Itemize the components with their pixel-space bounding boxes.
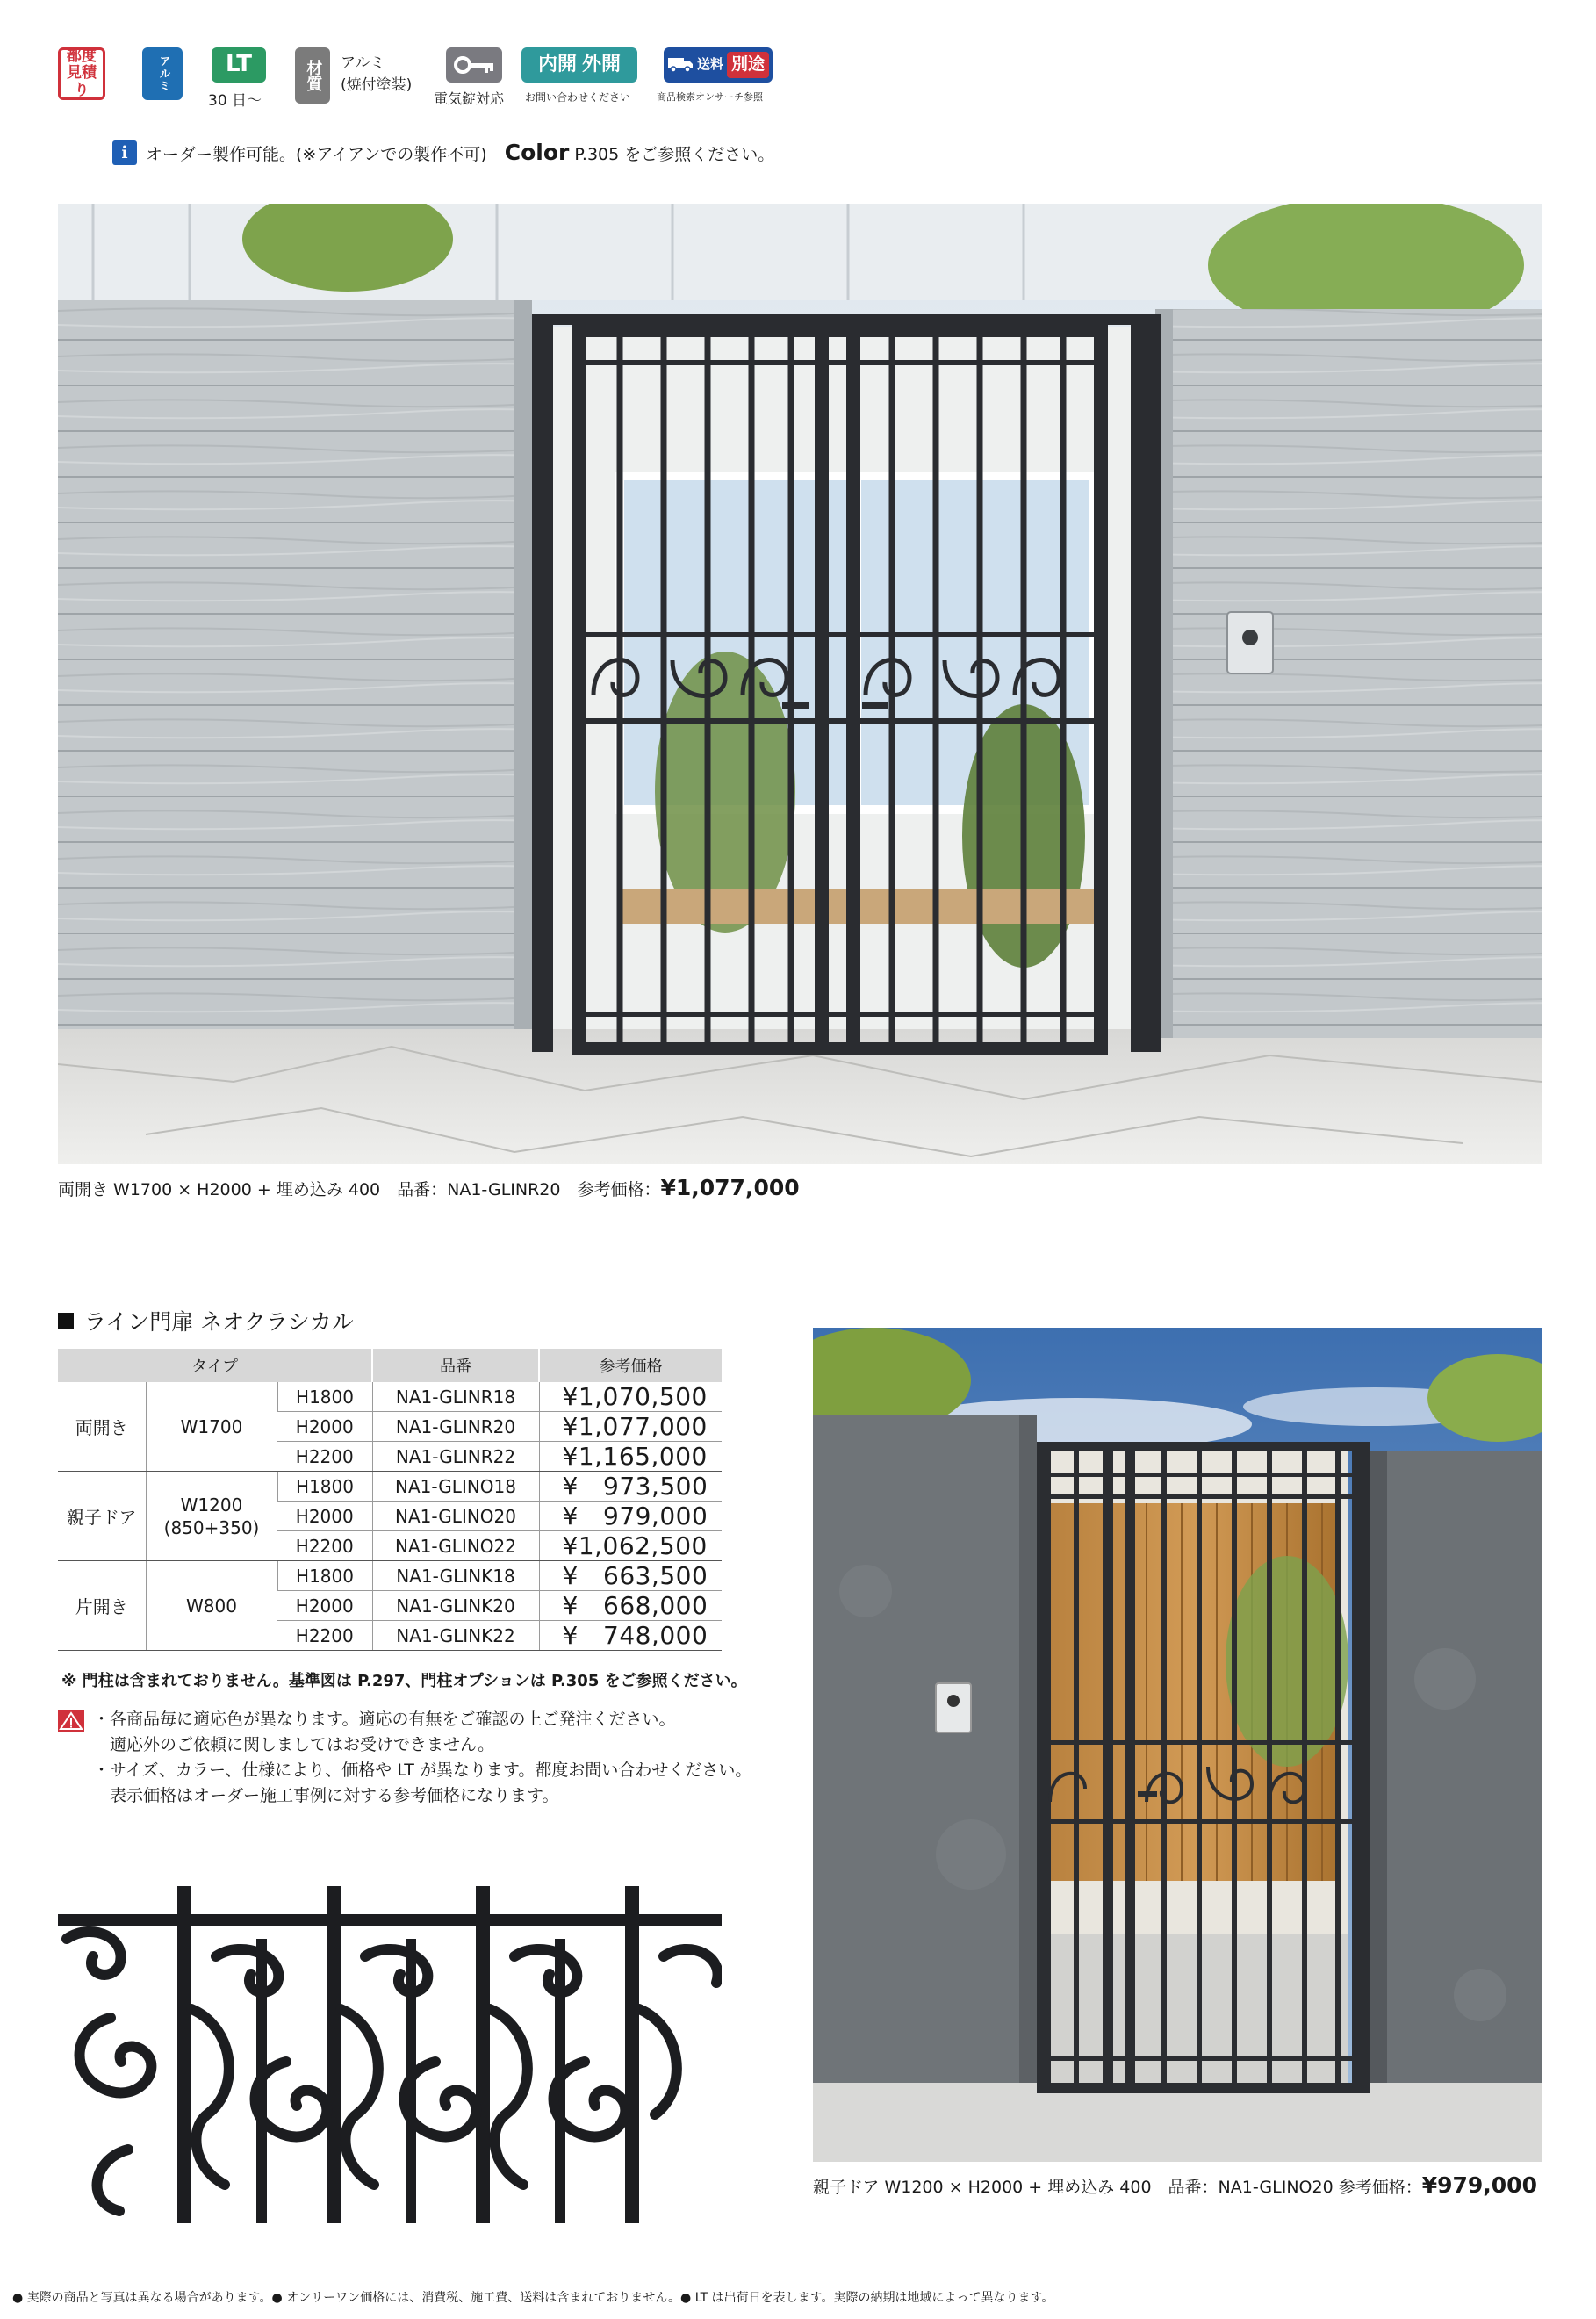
width-cell bbox=[146, 1382, 277, 1472]
color-word: Color bbox=[504, 140, 570, 165]
width-sub-value: (850+350) bbox=[163, 1516, 260, 1538]
double-gate-photo bbox=[58, 204, 1542, 1164]
code-cell: NA1-GLINR20 bbox=[372, 1412, 539, 1442]
code-cell: NA1-GLINO22 bbox=[372, 1531, 539, 1561]
price-cell: ¥1,070,500 bbox=[539, 1382, 722, 1412]
code-cell: NA1-GLINO20 bbox=[372, 1502, 539, 1531]
ornament-closeup-photo bbox=[58, 1886, 722, 2223]
height-cell: H2200 bbox=[277, 1442, 372, 1472]
quote-badge-label: 都度 見積り bbox=[67, 47, 97, 99]
width-value: W1200 bbox=[180, 1494, 243, 1516]
warning-list bbox=[93, 1707, 751, 1809]
color-reference: P.305 をご参照ください。 bbox=[574, 145, 775, 164]
warning-item: 適応外のご依頼に関しましてはお受けできません。 bbox=[93, 1735, 495, 1754]
shipping-separate-label: 別途 bbox=[727, 52, 769, 78]
code-cell: NA1-GLINK18 bbox=[372, 1561, 539, 1591]
warning-item: ・サイズ、カラー、仕様により、価格や LT が異なります。都度お問い合わせください。 bbox=[93, 1761, 752, 1780]
parent-child-gate-photo bbox=[813, 1328, 1542, 2162]
height-cell: H1800 bbox=[277, 1382, 372, 1412]
shipping-note: 商品検索オンサーチ参照 bbox=[657, 91, 763, 103]
material-line1: アルミ bbox=[341, 54, 385, 72]
warning-item: ・各商品毎に適応色が異なります。適応の有無をご確認の上ご発注ください。 bbox=[93, 1710, 676, 1729]
aluminum-badge bbox=[142, 47, 183, 100]
section-title-text: ライン門扉 ネオクラシカル bbox=[84, 1309, 354, 1335]
key-svg bbox=[451, 54, 497, 76]
aluminum-badge-label: アルミ bbox=[156, 55, 170, 92]
shipping-label: 送料 bbox=[696, 56, 723, 73]
info-icon: i bbox=[112, 140, 137, 165]
table-row bbox=[58, 1561, 722, 1591]
price-cell: ¥1,165,000 bbox=[539, 1442, 722, 1472]
price-cell: ¥ 973,500 bbox=[539, 1472, 722, 1502]
spec-table bbox=[58, 1349, 722, 1651]
header-type: タイプ bbox=[58, 1349, 372, 1382]
top-photo-caption bbox=[58, 1175, 800, 1200]
height-cell: H2000 bbox=[277, 1502, 372, 1531]
width-cell bbox=[146, 1472, 277, 1561]
price-cell: ¥ 979,000 bbox=[539, 1502, 722, 1531]
code-cell: NA1-GLINR18 bbox=[372, 1382, 539, 1412]
code-cell: NA1-GLINR22 bbox=[372, 1442, 539, 1472]
shipping-truck-icon bbox=[667, 55, 694, 76]
table-header-row bbox=[58, 1349, 722, 1382]
header-code: 品番 bbox=[372, 1349, 539, 1382]
price-cell: ¥ 748,000 bbox=[539, 1621, 722, 1651]
height-cell: H2000 bbox=[277, 1591, 372, 1621]
code-cell: NA1-GLINK20 bbox=[372, 1591, 539, 1621]
height-cell: H2200 bbox=[277, 1621, 372, 1651]
quote-badge bbox=[58, 47, 105, 100]
open-inside-label: 内開 bbox=[537, 54, 577, 76]
warning-icon bbox=[58, 1710, 84, 1732]
shipping-badge bbox=[664, 47, 773, 83]
height-cell: H2200 bbox=[277, 1531, 372, 1561]
bottom-photo-caption-text: 親子ドア W1200 × H2000 + 埋め込み 400 品番：NA1-GLINO20 参考価格： bbox=[813, 2178, 1422, 2197]
double-gate-illustration bbox=[58, 204, 1542, 1164]
price-cell: ¥1,062,500 bbox=[539, 1531, 722, 1561]
parent-child-gate-illustration bbox=[813, 1328, 1542, 2162]
open-direction-badge bbox=[521, 47, 637, 83]
ornament-closeup-illustration bbox=[58, 1886, 722, 2223]
lead-time-badge-label: LT bbox=[226, 51, 252, 78]
material-line2: (焼付塗装) bbox=[341, 76, 413, 94]
header-price: 参考価格 bbox=[539, 1349, 722, 1382]
table-row bbox=[58, 1382, 722, 1412]
lead-time-badge bbox=[212, 47, 266, 83]
material-badge-label: 材質 bbox=[304, 60, 323, 91]
material-badge bbox=[295, 47, 330, 104]
height-cell: H2000 bbox=[277, 1412, 372, 1442]
material-text bbox=[341, 53, 412, 96]
lead-time-days: 30 日〜 bbox=[208, 92, 262, 110]
top-photo-caption-text: 両開き W1700 × H2000 + 埋め込み 400 品番：NA1-GLINR20 参考価格： bbox=[58, 1180, 661, 1199]
type-cell: 両開き bbox=[58, 1382, 146, 1472]
price-cell: ¥ 663,500 bbox=[539, 1561, 722, 1591]
width-value: W800 bbox=[186, 1595, 237, 1617]
code-cell: NA1-GLINO18 bbox=[372, 1472, 539, 1502]
bottom-photo-price: ¥979,000 bbox=[1421, 2172, 1537, 2198]
post-note: ※ 門柱は含まれておりません。基準図は P.297、門柱オプションは P.305 をご参照ください。 bbox=[61, 1672, 747, 1690]
code-cell: NA1-GLINK22 bbox=[372, 1621, 539, 1651]
info-line bbox=[146, 140, 774, 167]
open-outside-label: 外開 bbox=[582, 54, 622, 76]
type-cell: 片開き bbox=[58, 1561, 146, 1651]
order-note: オーダー製作可能。(※アイアンでの製作不可) bbox=[146, 145, 487, 164]
section-square-icon bbox=[58, 1313, 74, 1329]
table-row bbox=[58, 1472, 722, 1502]
electric-lock-label: 電気錠対応 bbox=[434, 90, 505, 107]
price-cell: ¥1,077,000 bbox=[539, 1412, 722, 1442]
bottom-photo-caption bbox=[813, 2172, 1537, 2198]
width-value: W1700 bbox=[180, 1415, 243, 1437]
warning-item: 表示価格はオーダー施工事例に対する参考価格になります。 bbox=[93, 1786, 559, 1805]
type-cell: 親子ドア bbox=[58, 1472, 146, 1561]
price-cell: ¥ 668,000 bbox=[539, 1591, 722, 1621]
width-cell bbox=[146, 1561, 277, 1651]
footer-note: ● 実際の商品と写真は異なる場合があります。● オンリーワン価格には、消費税、施工費、送料は含まれておりません。● LT は出荷日を表します。実際の納期は地域によって異なります。 bbox=[12, 2291, 1054, 2305]
open-direction-note: お問い合わせください bbox=[525, 91, 631, 104]
key-icon bbox=[446, 47, 502, 83]
top-photo-price: ¥1,077,000 bbox=[660, 1175, 800, 1200]
height-cell: H1800 bbox=[277, 1472, 372, 1502]
height-cell: H1800 bbox=[277, 1561, 372, 1591]
section-title bbox=[58, 1305, 354, 1336]
